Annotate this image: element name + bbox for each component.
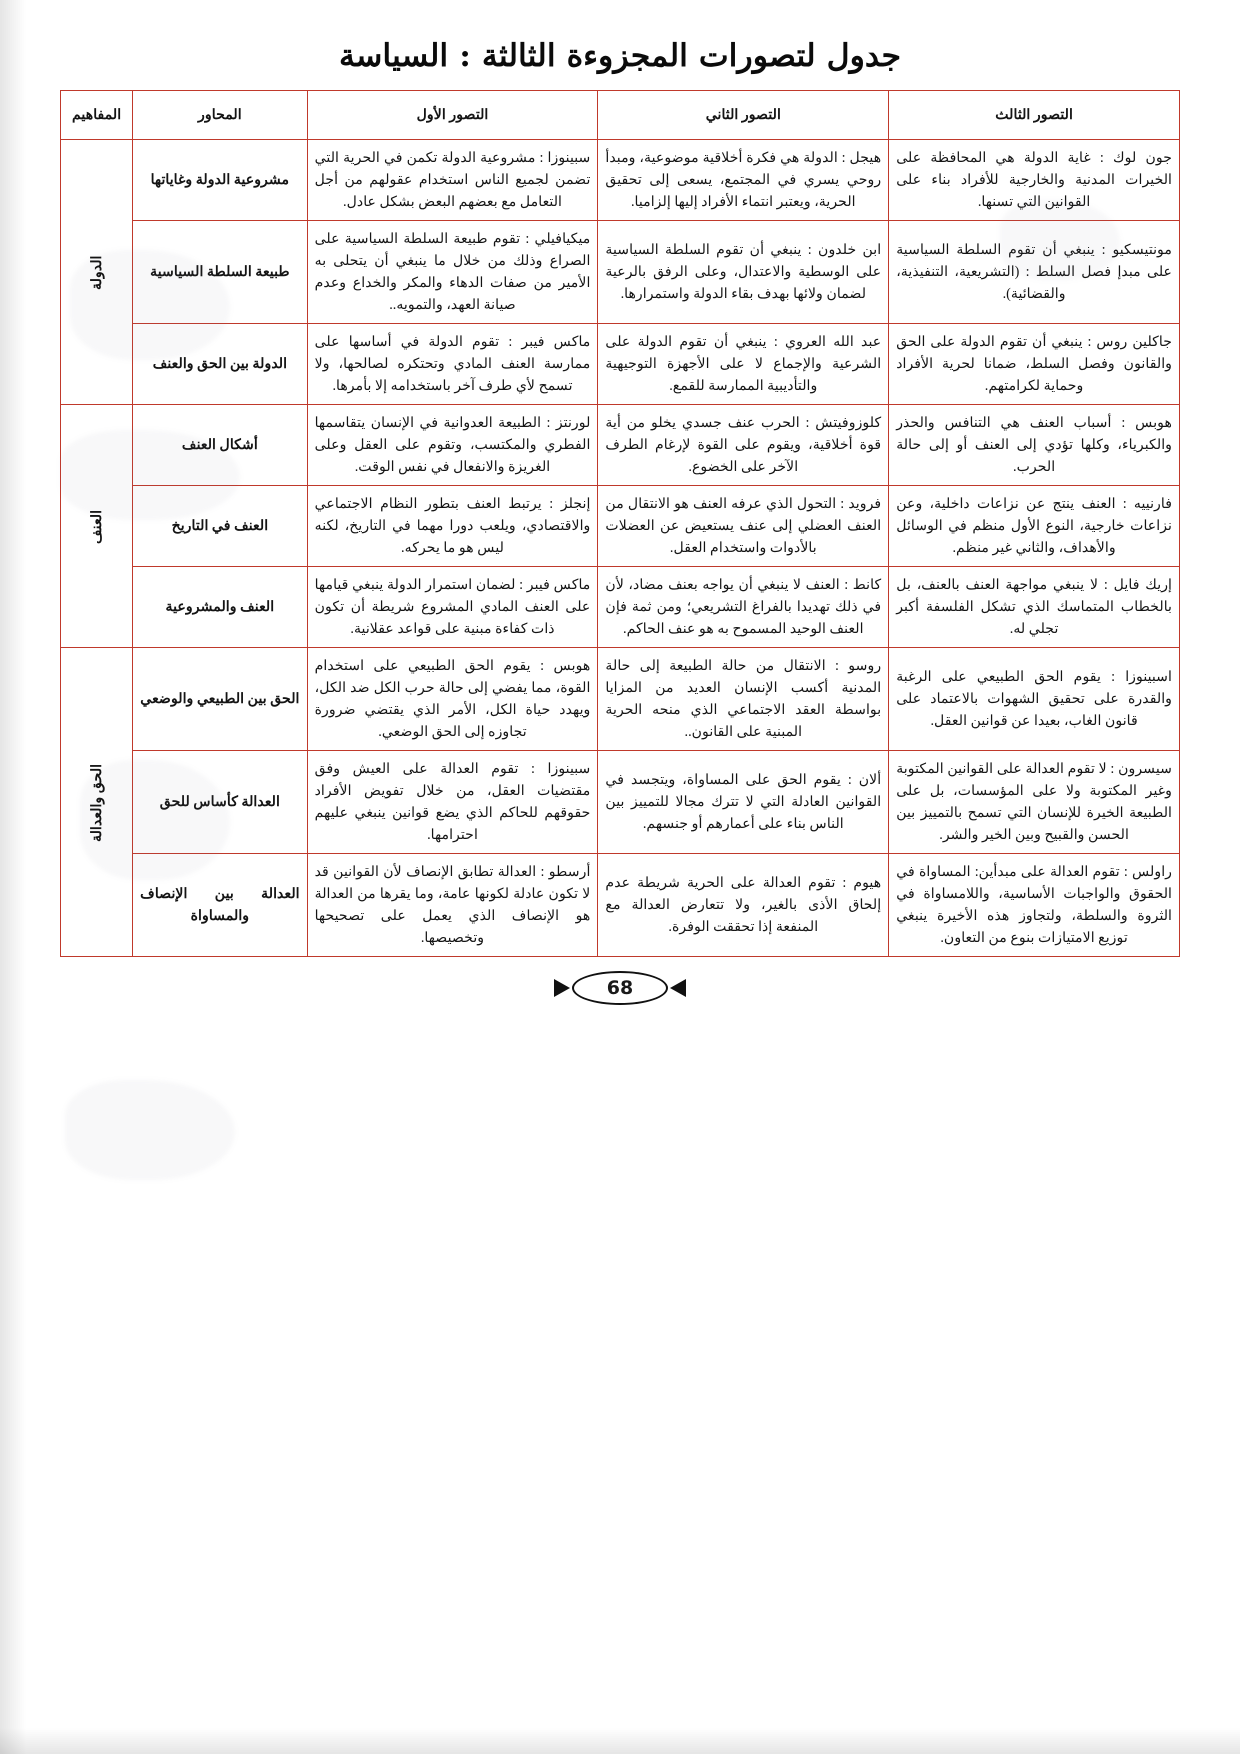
cell-view3: راولس : تقوم العدالة على مبدأين: المساواة في الحقوق والواجبات الأساسية، واللامساواة في الثروة والسلطة، ولتجاوز هذه الأخيرة ينبغي توزيع الامتيازات بنوع من التعاون. bbox=[889, 854, 1180, 957]
cell-axis: الحق بين الطبيعي والوضعي bbox=[133, 648, 307, 751]
cell-view2: عبد الله العروي : ينبغي أن تقوم الدولة على الشرعية والإجماع لا على الأجهزة التوجيهية والتأديبية الممارسة للقمع. bbox=[598, 324, 889, 405]
cell-axis: العنف والمشروعية bbox=[133, 567, 307, 648]
table-row bbox=[61, 567, 1180, 648]
table-row bbox=[61, 751, 1180, 854]
cell-axis: العنف في التاريخ bbox=[133, 486, 307, 567]
cell-axis: العدالة بين الإنصاف والمساواة bbox=[133, 854, 307, 957]
concepts-table bbox=[60, 90, 1180, 957]
table-header bbox=[61, 91, 1180, 140]
table-row bbox=[61, 854, 1180, 957]
cell-concept: الدولة bbox=[61, 140, 133, 405]
cell-view1: سبينوزا : مشروعية الدولة تكمن في الحرية التي تضمن لجميع الناس استخدام عقولهم من أجل التعامل مع بعضهم البعض بشكل عادل. bbox=[307, 140, 598, 221]
header-view1: التصور الأول bbox=[307, 91, 598, 140]
cell-view1: ماكس فيبر : تقوم الدولة في أساسها على ممارسة العنف المادي وتحتكره لصالحها، ولا تسمح لأي طرف آخر باستخدامه إلا بأمرها. bbox=[307, 324, 598, 405]
cell-view3: إريك فايل : لا ينبغي مواجهة العنف بالعنف، بل بالخطاب المتماسك الذي تشكل الفلسفة أكبر تجلي له. bbox=[889, 567, 1180, 648]
cell-view1: سبينوزا : تقوم العدالة على العيش وفق مقتضيات العقل، من خلال تفويض الأفراد حقوقهم للحاكم الذي يضع قوانين ينبغي عليهم احترامها. bbox=[307, 751, 598, 854]
cell-view2: ألان : يقوم الحق على المساواة، ويتجسد في القوانين العادلة التي لا تترك مجالا للتمييز بين الناس بناء على أعمارهم أو جنسهم. bbox=[598, 751, 889, 854]
cell-view1: ميكيافيلي : تقوم طبيعة السلطة السياسية على الصراع وذلك من خلال ما ينبغي أن يتحلى به الأمير من صفات الدهاء والمكر والخداع وعدم صيانة العهد، والتمويه.. bbox=[307, 221, 598, 324]
table-body bbox=[61, 140, 1180, 957]
table-row bbox=[61, 324, 1180, 405]
cell-concept: العنف bbox=[61, 405, 133, 648]
scan-edge-shadow-bottom bbox=[0, 1728, 1240, 1754]
cell-view2: كانط : العنف لا ينبغي أن يواجه بعنف مضاد، لأن في ذلك تهديدا بالفراغ التشريعي؛ ومن ثمة فإن العنف الوحيد المسموح به هو عنف الحاكم. bbox=[598, 567, 889, 648]
scan-edge-shadow-left bbox=[0, 0, 26, 1754]
page-title: جدول لتصورات المجزوءة الثالثة : السياسة bbox=[338, 38, 902, 74]
table-row bbox=[61, 140, 1180, 221]
cell-view3: مونتيسكيو : ينبغي أن تقوم السلطة السياسية على مبدإ فصل السلط : (التشريعية، التنفيذية، والقضائية). bbox=[889, 221, 1180, 324]
table-header-row bbox=[61, 91, 1180, 140]
header-concepts: المفاهيم bbox=[61, 91, 133, 140]
cell-view2: ابن خلدون : ينبغي أن تقوم السلطة السياسية على الوسطية والاعتدال، وعلى الرفق بالرعية لضمان ولائها بهدف بقاء الدولة واستمرارها. bbox=[598, 221, 889, 324]
cell-view1: لورنتز : الطبيعة العدوانية في الإنسان يتقاسمها الفطري والمكتسب، وتقوم على العقل وعلى الغريزة والانفعال في نفس الوقت. bbox=[307, 405, 598, 486]
cell-view2: فرويد : التحول الذي عرفه العنف هو الانتقال من العنف العضلي إلى عنف يستعيض عن العضلات بالأدوات واستخدام العقل. bbox=[598, 486, 889, 567]
cell-view3: هوبس : أسباب العنف هي التنافس والحذر والكبرياء، وكلها تؤدي إلى العنف أو إلى حالة الحرب. bbox=[889, 405, 1180, 486]
cell-view3: جاكلين روس : ينبغي أن تقوم الدولة على الحق والقانون وفصل السلط، ضمانا لحرية الأفراد وحماية لكرامتهم. bbox=[889, 324, 1180, 405]
header-view3: التصور الثالث bbox=[889, 91, 1180, 140]
cell-axis: العدالة كأساس للحق bbox=[133, 751, 307, 854]
header-view2: التصور الثاني bbox=[598, 91, 889, 140]
cell-axis: طبيعة السلطة السياسية bbox=[133, 221, 307, 324]
cell-view1: هوبس : يقوم الحق الطبيعي على استخدام القوة، مما يفضي إلى حالة حرب الكل ضد الكل، ويهدد حياة الكل، الأمر الذي يقتضي ضرورة تجاوزه إلى الحق الوضعي. bbox=[307, 648, 598, 751]
cell-view1: أرسطو : العدالة تطابق الإنصاف لأن القوانين قد لا تكون عادلة لكونها عامة، وما يقرها من العدالة هو الإنصاف الذي يعمل على تصحيحها وتخصيصها. bbox=[307, 854, 598, 957]
cell-view1: إنجلز : يرتبط العنف بتطور النظام الاجتماعي والاقتصادي، ويلعب دورا مهما في التاريخ، لكنه ليس هو ما يحركه. bbox=[307, 486, 598, 567]
cell-view3: سيسرون : لا تقوم العدالة على القوانين المكتوبة وغير المكتوبة ولا على المؤسسات، بل على الطبيعة الخيرة للإنسان التي تسمح بالتمييز بين الحسن والقبيح وبين الخير والشر. bbox=[889, 751, 1180, 854]
cell-view2: هيوم : تقوم العدالة على الحرية شريطة عدم إلحاق الأذى بالغير، ولا تتعارض العدالة مع المنفعة إذا تحققت الوفرة. bbox=[598, 854, 889, 957]
table-row bbox=[61, 648, 1180, 751]
cell-view3: فارنييه : العنف ينتج عن نزاعات داخلية، وعن نزاعات خارجية، النوع الأول منظم في الوسائل والأهداف، والثاني غير منظم. bbox=[889, 486, 1180, 567]
page-footer bbox=[60, 971, 1180, 1005]
cell-view2: روسو : الانتقال من حالة الطبيعة إلى حالة المدنية أكسب الإنسان العديد من المزايا بواسطة العقد الاجتماعي الذي منحه الحرية المبنية على القانون.. bbox=[598, 648, 889, 751]
cell-axis: الدولة بين الحق والعنف bbox=[133, 324, 307, 405]
cell-view3: اسبينوزا : يقوم الحق الطبيعي على الرغبة والقدرة على تحقيق الشهوات بالاعتماد على قانون الغاب، بعيدا عن قوانين العقل. bbox=[889, 648, 1180, 751]
cell-view2: كلوزوفيتش : الحرب عنف جسدي يخلو من أية قوة أخلاقية، ويقوم على القوة لإرغام الطرف الآخر على الخضوع. bbox=[598, 405, 889, 486]
cell-view2: هيجل : الدولة هي فكرة أخلاقية موضوعية، ومبدأ روحي يسري في المجتمع، يسعى إلى تحقيق الحرية، ويعتبر انتماء الأفراد إليها إلزاميا. bbox=[598, 140, 889, 221]
cell-view3: جون لوك : غاية الدولة هي المحافظة على الخيرات المدنية والخارجية للأفراد بناء على القوانين التي تسنها. bbox=[889, 140, 1180, 221]
table-row bbox=[61, 221, 1180, 324]
table-row bbox=[61, 486, 1180, 567]
cell-concept: الحق والعدالة bbox=[61, 648, 133, 957]
cell-axis: مشروعية الدولة وغاياتها bbox=[133, 140, 307, 221]
scan-artifact bbox=[65, 1080, 235, 1180]
table-row bbox=[61, 405, 1180, 486]
cell-view1: ماكس فيبر : لضمان استمرار الدولة ينبغي قيامها على العنف المادي المشروع شريطة أن تكون ذات كفاءة مبنية على قواعد عقلانية. bbox=[307, 567, 598, 648]
header-axes: المحاور bbox=[133, 91, 307, 140]
cell-axis: أشكال العنف bbox=[133, 405, 307, 486]
page-number: 68 bbox=[572, 971, 668, 1005]
